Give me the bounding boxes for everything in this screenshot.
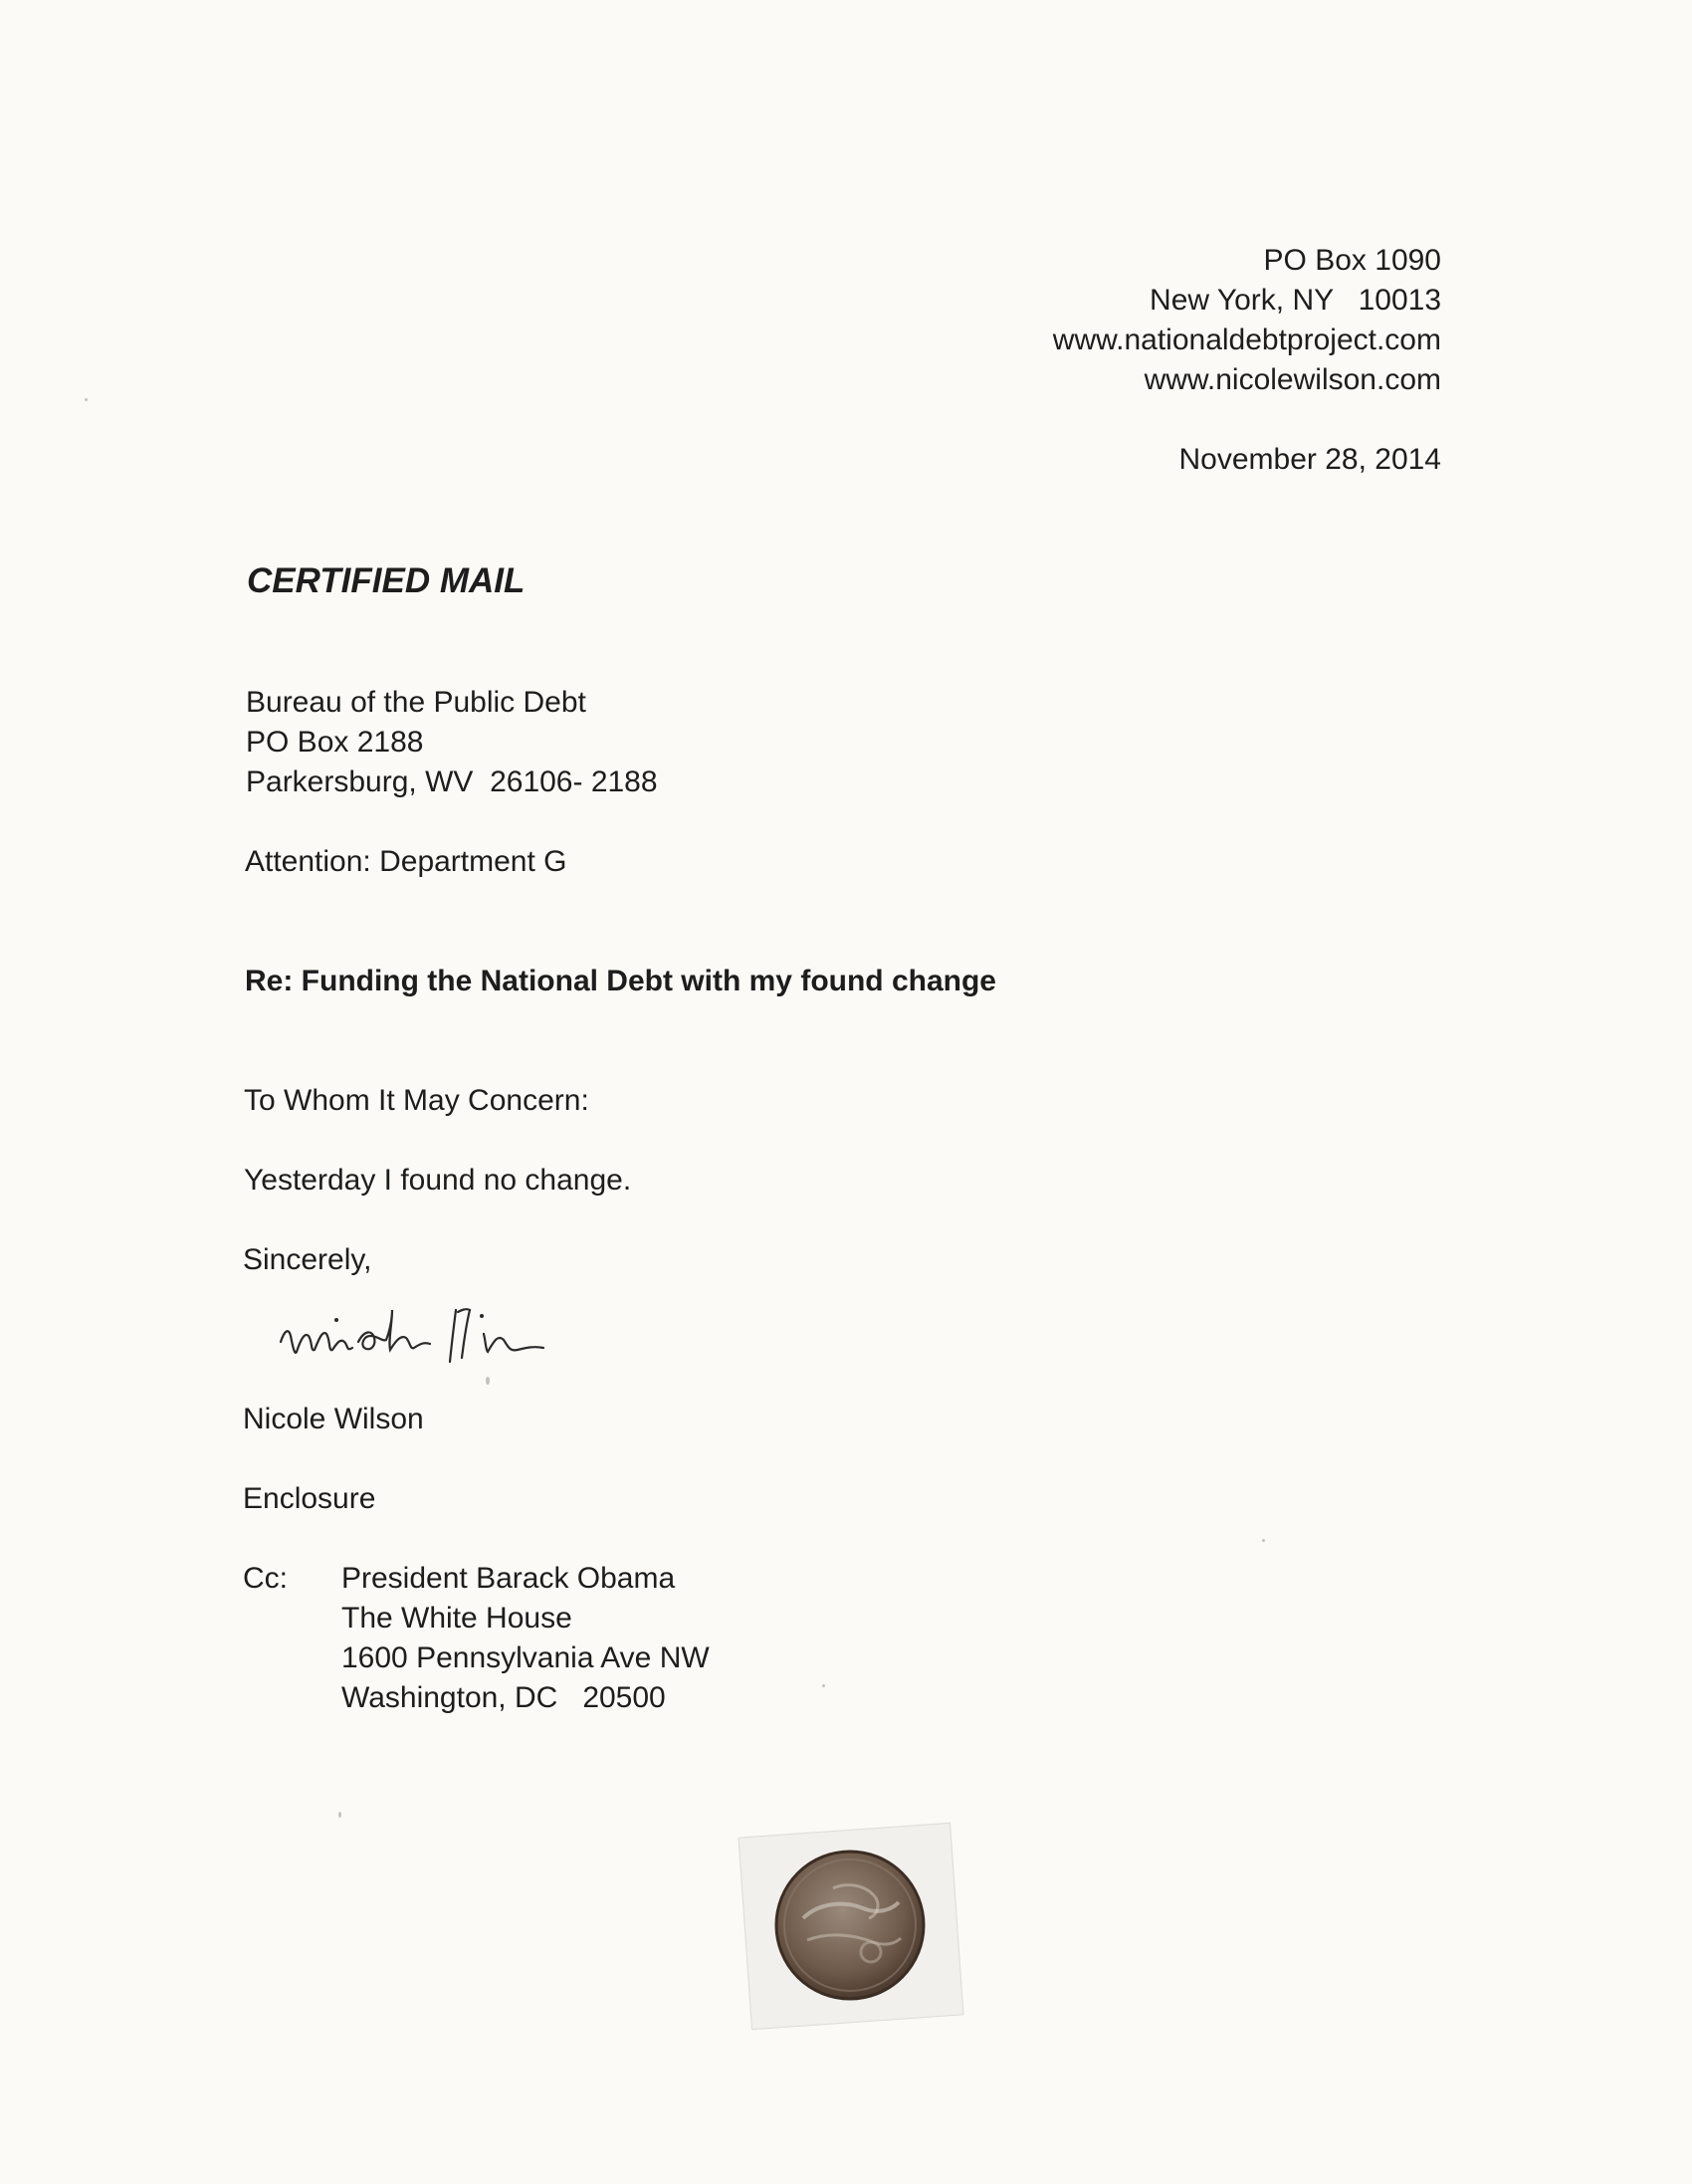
sender-po-box: PO Box 1090 (1263, 244, 1441, 277)
cc-address (341, 1559, 710, 1718)
paper-speck (486, 1377, 490, 1385)
sender-city-state-zip: New York, NY 10013 (1150, 284, 1441, 317)
cc-city-state-zip: Washington, DC 20500 (341, 1681, 666, 1714)
enclosure-note: Enclosure (243, 1482, 376, 1515)
signer-name: Nicole Wilson (243, 1403, 424, 1435)
subject-line: Re: Funding the National Debt with my found change (245, 965, 996, 997)
cc-street: 1600 Pennsylvania Ave NW (341, 1641, 710, 1674)
paper-speck (338, 1812, 341, 1818)
cc-name: President Barack Obama (341, 1562, 676, 1595)
coin-image (773, 1849, 927, 2002)
letter-body: Yesterday I found no change. (244, 1164, 632, 1197)
recipient-city-state-zip: Parkersburg, WV 26106- 2188 (246, 765, 658, 798)
sender-website-2: www.nicolewilson.com (1144, 363, 1441, 396)
paper-speck (85, 398, 88, 401)
sender-address (1053, 241, 1441, 400)
cc-label: Cc: (243, 1562, 288, 1595)
handwritten-signature (275, 1290, 653, 1380)
attention-line: Attention: Department G (245, 845, 567, 878)
recipient-address (246, 683, 658, 802)
letter-date: November 28, 2014 (1178, 443, 1441, 476)
certified-mail-heading: CERTIFIED MAIL (247, 561, 526, 600)
paper-speck (1262, 1539, 1265, 1542)
paper-speck (822, 1684, 825, 1687)
sender-website-1: www.nationaldebtproject.com (1052, 324, 1441, 356)
recipient-po-box: PO Box 2188 (246, 726, 424, 759)
closing: Sincerely, (243, 1243, 372, 1276)
salutation: To Whom It May Concern: (244, 1084, 589, 1117)
recipient-name: Bureau of the Public Debt (246, 686, 586, 719)
cc-org: The White House (341, 1602, 572, 1635)
